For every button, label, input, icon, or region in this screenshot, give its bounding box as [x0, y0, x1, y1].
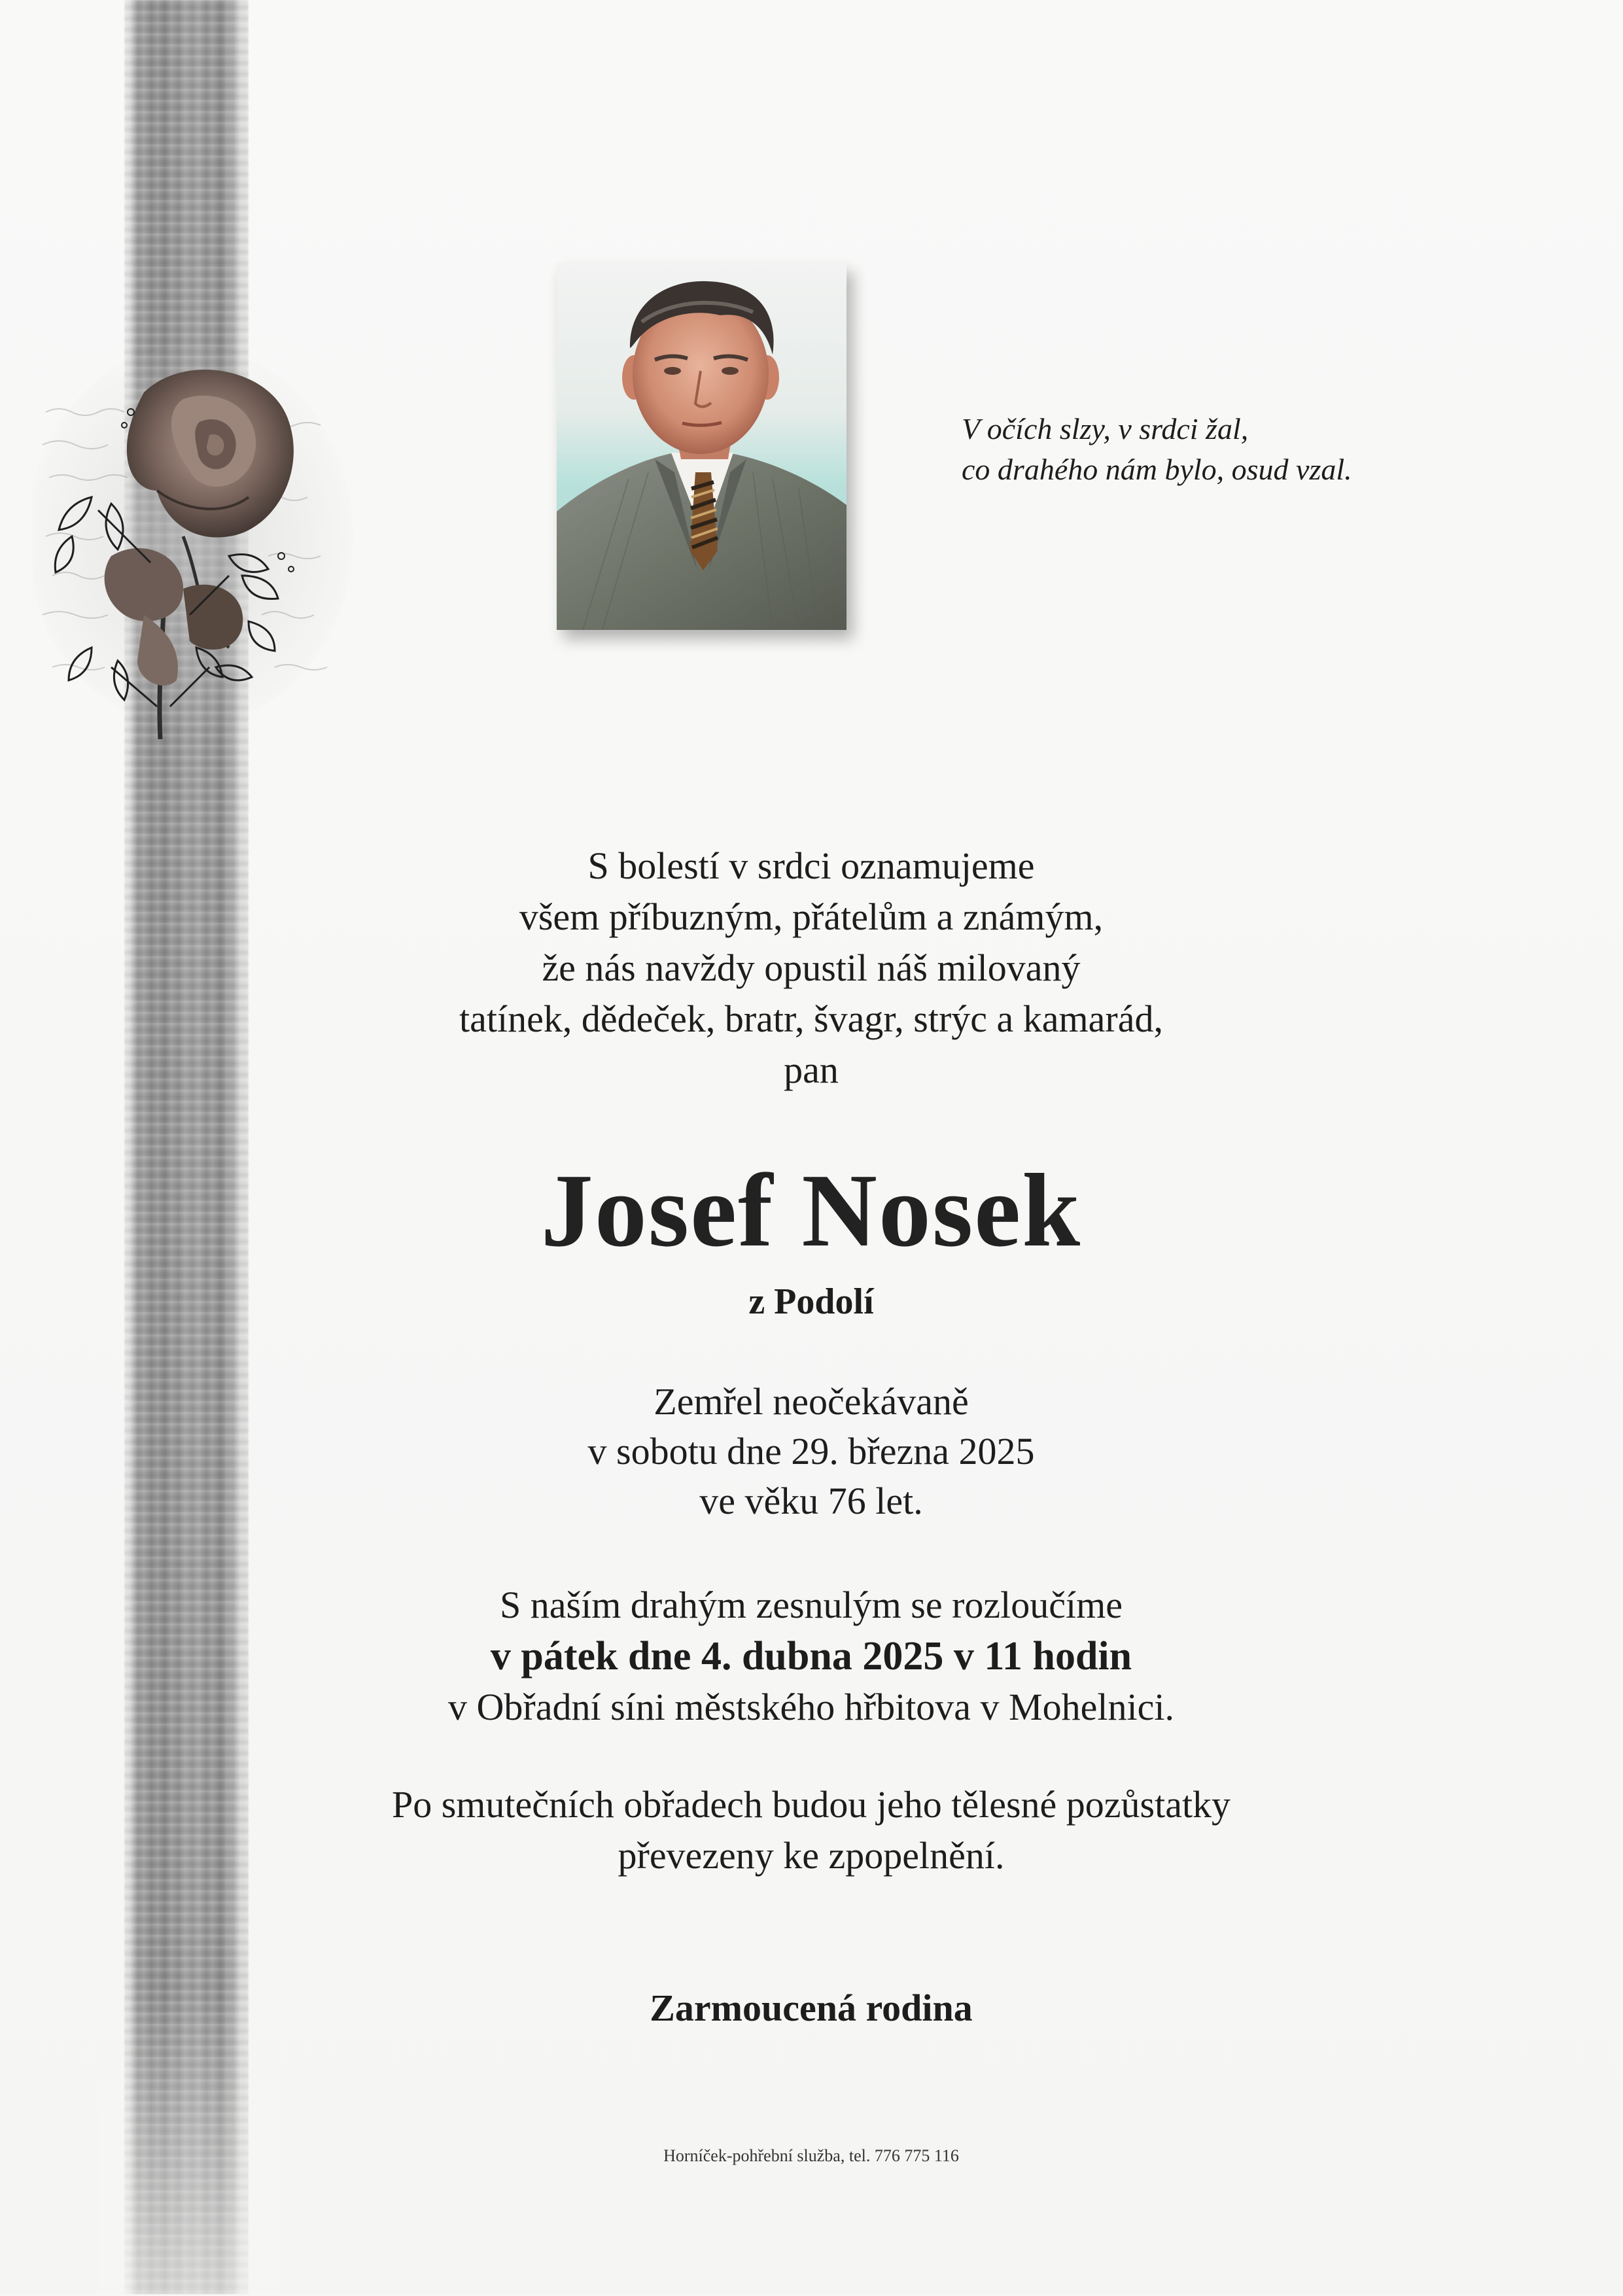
rose-decoration [33, 340, 373, 772]
announcement-line: všem příbuzným, přátelům a známým, [519, 896, 1104, 938]
funeral-info [307, 1580, 1315, 1733]
cremation-line: Po smutečních obřadech budou jeho tělesné pozůstatky [391, 1783, 1231, 1826]
quote-line: co drahého nám bylo, osud vzal. [962, 453, 1352, 486]
funeral-line: S naším drahým zesnulým se rozloučíme [500, 1584, 1123, 1626]
deceased-origin: z Podolí [748, 1281, 874, 1322]
announcement-line: pan [784, 1049, 839, 1091]
death-line: v sobotu dne 29. března 2025 [587, 1430, 1035, 1472]
announcement-line: že nás navždy opustil náš milovaný [542, 947, 1081, 989]
portrait-photo [557, 263, 846, 630]
funeral-place: v Obřadní síni městského hřbitova v Mohelnici. [448, 1686, 1174, 1728]
funeral-service-footer: Horníček-pohřební služba, tel. 776 775 116 [663, 2146, 959, 2165]
announcement-line: S bolestí v srdci oznamujeme [587, 844, 1035, 887]
announcement-line: tatínek, dědeček, bratr, švagr, strýc a kamarád, [459, 998, 1163, 1040]
memorial-quote [962, 409, 1459, 490]
cremation-note [307, 1779, 1315, 1881]
funeral-date: v pátek dne 4. dubna 2025 v 11 hodin [490, 1634, 1132, 1679]
death-info [307, 1377, 1315, 1526]
death-line: Zemřel neočekávaně [654, 1380, 969, 1423]
ribbon-fade [98, 1995, 281, 2296]
deceased-name: Josef Nosek [540, 1152, 1082, 1268]
family-signature: Zarmoucená rodina [650, 1987, 973, 2029]
cremation-line: převezeny ke zpopelnění. [618, 1834, 1005, 1877]
announcement [307, 841, 1315, 1096]
quote-line: V očích slzy, v srdci žal, [962, 412, 1249, 445]
death-line: ve věku 76 let. [699, 1480, 923, 1522]
